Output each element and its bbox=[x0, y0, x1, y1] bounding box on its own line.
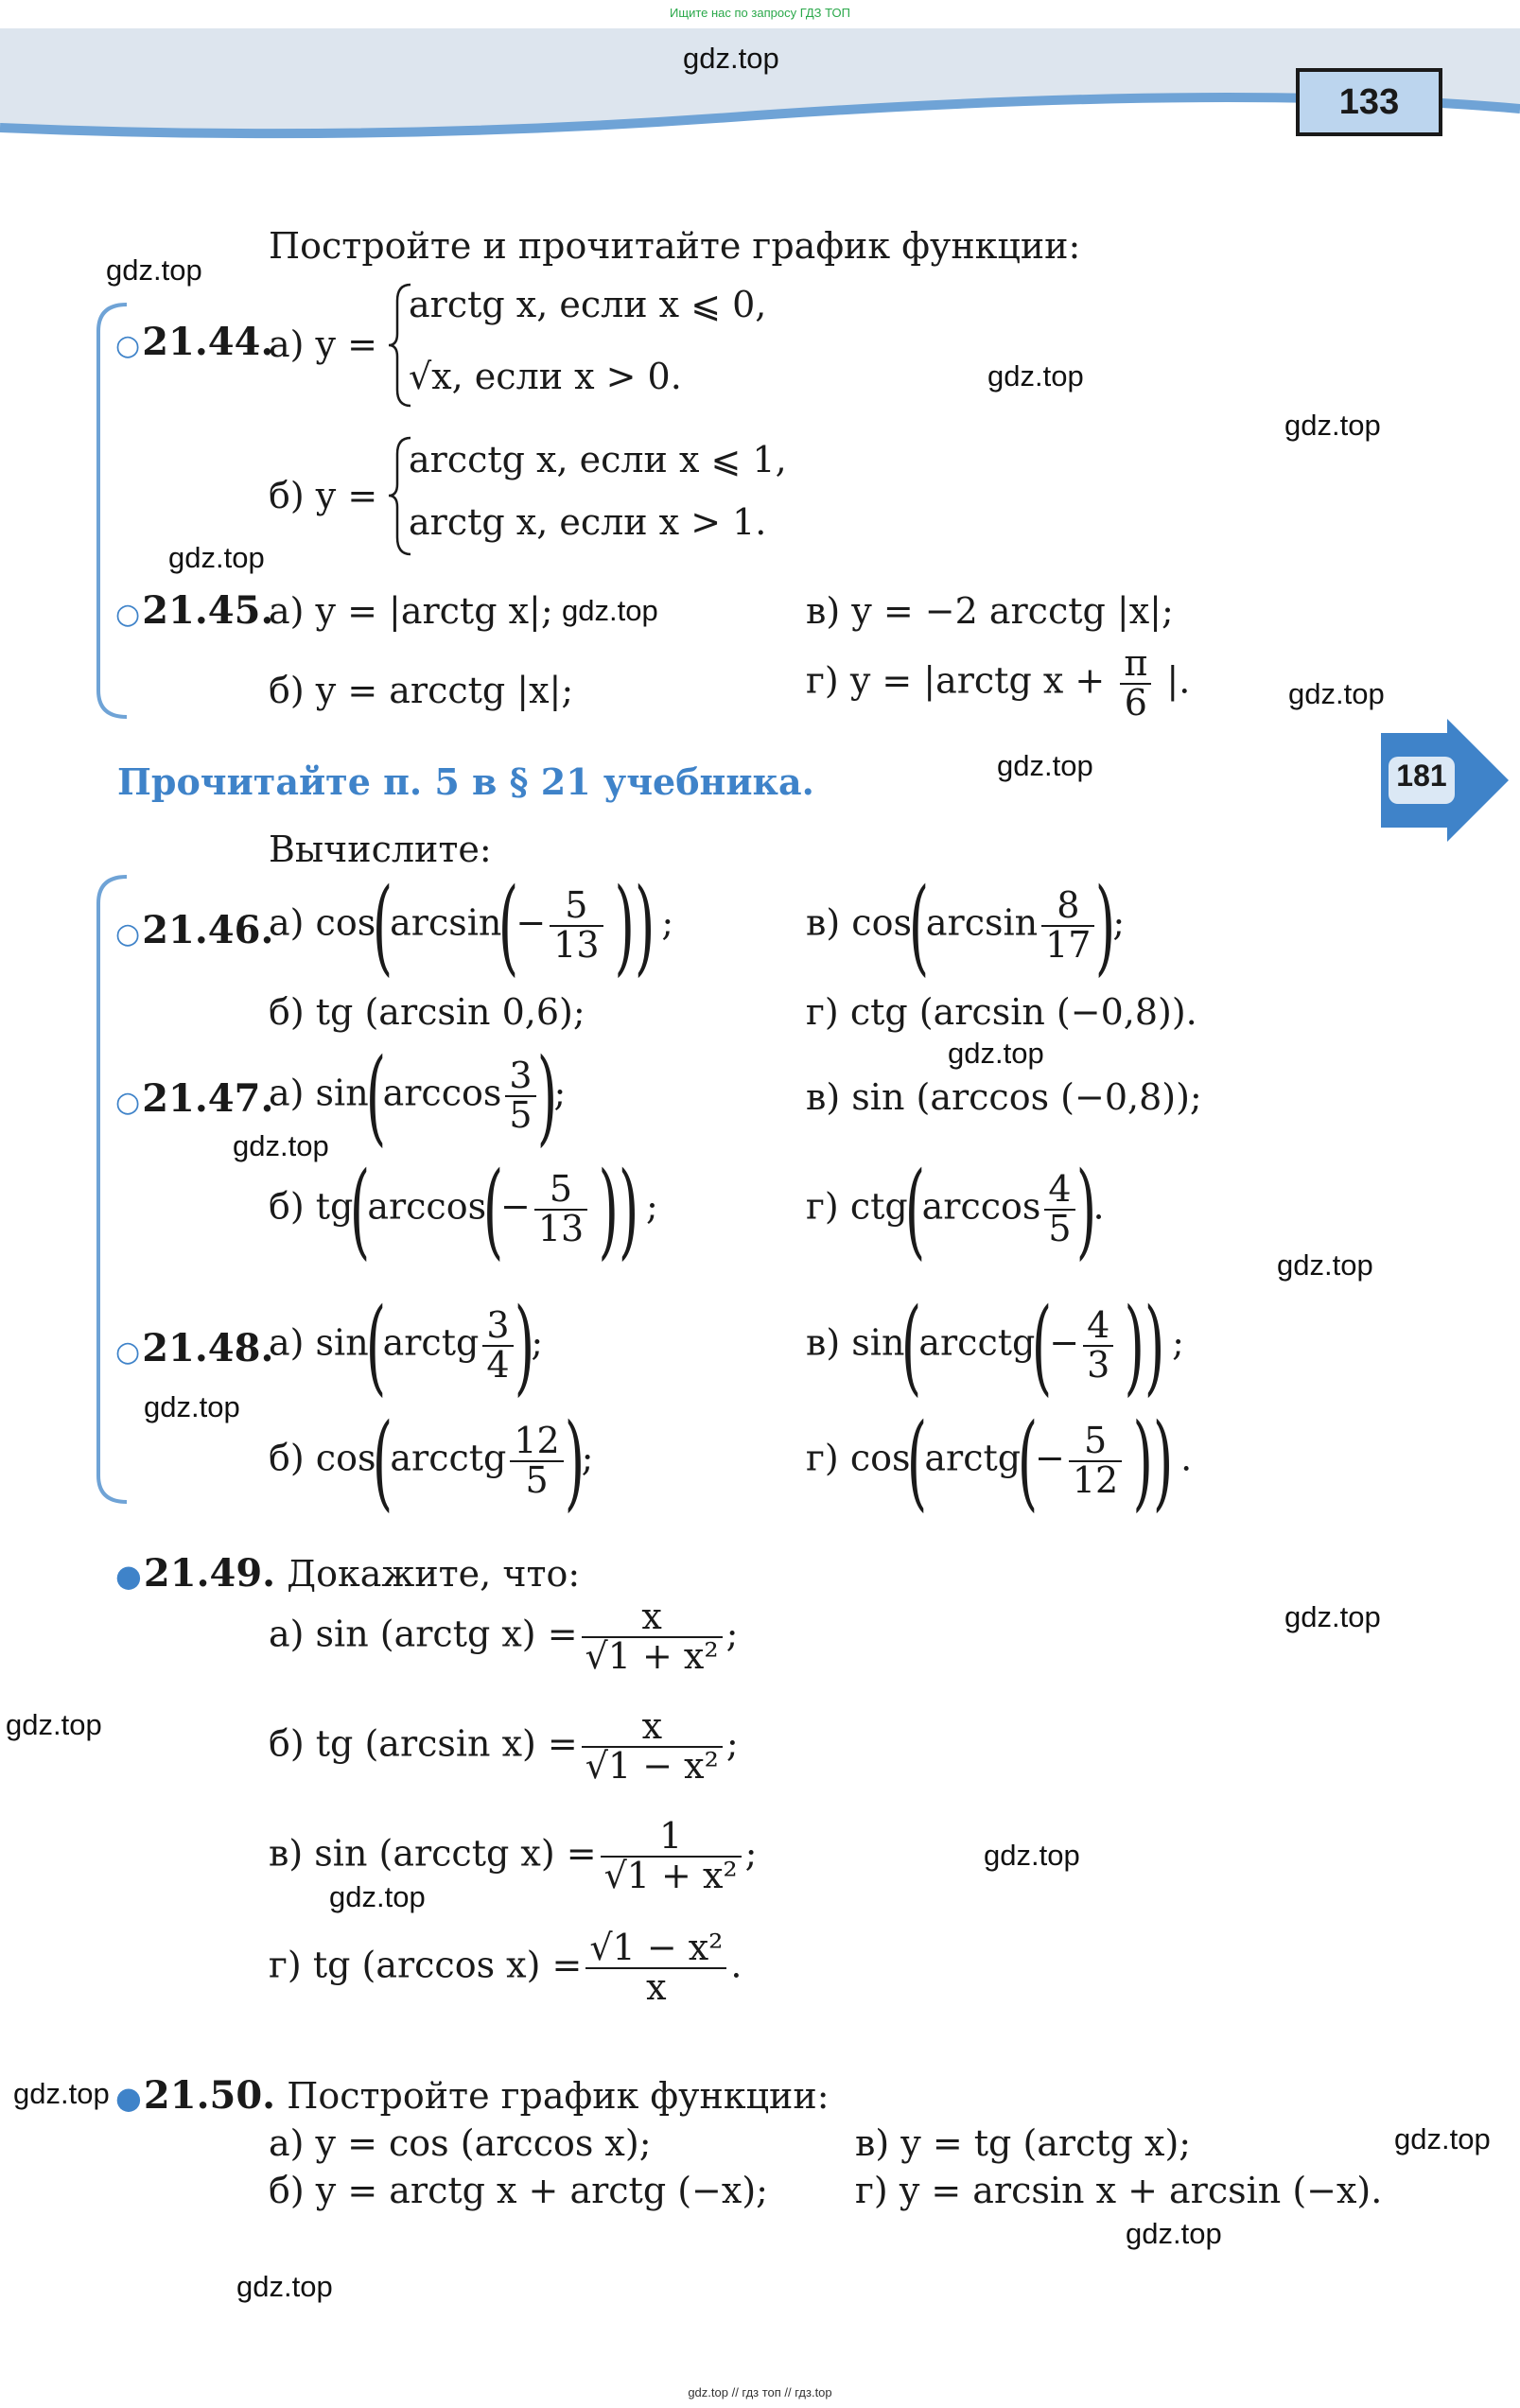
section-heading: Постройте и прочитайте график функции: bbox=[269, 225, 1081, 267]
expr-text: arctg bbox=[924, 1437, 1022, 1479]
denominator: 17 bbox=[1041, 925, 1094, 965]
fraction bbox=[1041, 884, 1094, 966]
denominator: 5 bbox=[1044, 1209, 1074, 1248]
denominator: 6 bbox=[1120, 683, 1151, 723]
expr-text: а) sin bbox=[269, 1072, 369, 1114]
group-bracket-1 bbox=[95, 303, 132, 719]
denominator: √1 + x² bbox=[582, 1636, 723, 1676]
numerator: 5 bbox=[1083, 1420, 1108, 1462]
watermark: gdz.top bbox=[233, 1129, 329, 1162]
ex-21-49-g bbox=[269, 1929, 743, 2007]
ex-21-48-g: г) cos(arctg(− $\frac{5}{12}$ )) . bbox=[806, 1401, 1193, 1522]
fraction bbox=[505, 1057, 535, 1135]
fraction bbox=[1120, 642, 1151, 724]
fraction bbox=[534, 1168, 587, 1249]
numerator: 8 bbox=[1057, 884, 1080, 927]
expr-text: б) tg (arcsin x) = bbox=[269, 1722, 578, 1765]
fraction bbox=[510, 1422, 563, 1500]
expr-text: ; bbox=[744, 1832, 758, 1875]
numerator: 3 bbox=[486, 1304, 510, 1347]
expr-text: г) ctg bbox=[806, 1185, 908, 1228]
exercise-21-50-number: ●21.50. Постройте график функции: bbox=[115, 2073, 830, 2118]
watermark: gdz.top bbox=[236, 2270, 333, 2303]
exercise-21-45-number: ○21.45. bbox=[115, 588, 274, 633]
ex-21-44-b-label: б) y = bbox=[269, 475, 378, 516]
expr-text: |. bbox=[1166, 659, 1191, 702]
expr-text: arccos bbox=[382, 1072, 502, 1114]
denominator: x bbox=[585, 1967, 726, 2007]
watermark: gdz.top bbox=[1288, 677, 1385, 710]
expr-text: ; bbox=[1172, 1321, 1184, 1364]
expr-text: ; bbox=[1112, 901, 1126, 944]
expr-text: . bbox=[1180, 1437, 1193, 1479]
expr-text: ; bbox=[553, 1072, 567, 1114]
denominator: 12 bbox=[1069, 1460, 1122, 1500]
fraction bbox=[482, 1304, 513, 1386]
exercise-number: 21.44. bbox=[142, 320, 274, 364]
compute-heading: Вычислите: bbox=[269, 829, 492, 870]
ex-21-50-g: г) y = arcsin x + arcsin (−x). bbox=[855, 2170, 1383, 2211]
exercise-number: 21.47. bbox=[142, 1076, 274, 1121]
watermark: gdz.top bbox=[984, 1839, 1080, 1872]
expr-text: г) cos bbox=[806, 1437, 911, 1479]
watermark: gdz.top bbox=[997, 749, 1093, 782]
ex-21-50-b: б) y = arctg x + arctg (−x); bbox=[269, 2170, 768, 2211]
watermark: gdz.top bbox=[1394, 2122, 1491, 2155]
expr-text: − bbox=[1049, 1321, 1080, 1364]
read-instruction: Прочитайте п. 5 в § 21 учебника. bbox=[117, 760, 814, 803]
ex-21-49-a bbox=[269, 1598, 738, 1676]
numerator: x bbox=[641, 1705, 663, 1747]
side-tab-number: 181 bbox=[1396, 759, 1447, 793]
exercise-number: 21.50. bbox=[143, 2073, 276, 2118]
denominator: 4 bbox=[482, 1345, 513, 1385]
watermark: gdz.top bbox=[144, 1390, 240, 1423]
expr-text: − bbox=[500, 1185, 531, 1228]
numerator: 12 bbox=[514, 1420, 560, 1462]
expr-text: в) sin (arcctg x) = bbox=[269, 1832, 597, 1875]
expr-text: arcctg bbox=[918, 1321, 1036, 1364]
expr-text: в) sin bbox=[806, 1321, 905, 1364]
expr-text: ; bbox=[531, 1321, 544, 1364]
denominator: √1 + x² bbox=[601, 1856, 742, 1895]
expr-text: а) cos bbox=[269, 901, 376, 944]
group-bracket-2 bbox=[95, 875, 132, 1504]
ex-21-50-a: а) y = cos (arccos x); bbox=[269, 2122, 652, 2164]
watermark: gdz.top bbox=[987, 359, 1084, 393]
ex-21-46-b: б) tg (arcsin 0,6); bbox=[269, 991, 585, 1033]
exercise-21-46-number: ○21.46. bbox=[115, 908, 274, 952]
expr-text: arcsin bbox=[925, 901, 1039, 944]
expr-text: г) tg (arccos x) = bbox=[269, 1944, 583, 1986]
fraction bbox=[1069, 1422, 1122, 1500]
ex-21-44-a-case1: arctg x, если x ⩽ 0, bbox=[409, 284, 767, 325]
fraction bbox=[1044, 1168, 1074, 1249]
numerator: 1 bbox=[659, 1815, 683, 1857]
exercise-heading: Докажите, что: bbox=[287, 1553, 581, 1595]
expr-text: в) cos bbox=[806, 901, 912, 944]
ex-21-45-b: б) y = arcctg |x|; bbox=[269, 670, 574, 711]
fraction bbox=[585, 1929, 726, 2007]
ex-21-44-b-case1: arcctg x, если x ⩽ 1, bbox=[409, 439, 787, 480]
expr-text: ; bbox=[646, 1185, 658, 1228]
watermark: gdz.top bbox=[6, 1708, 102, 1741]
watermark: gdz.top bbox=[13, 2077, 110, 2110]
exercise-heading: Постройте график функции: bbox=[287, 2075, 830, 2117]
expr-text: arccos bbox=[367, 1185, 487, 1228]
expr-text: arcsin bbox=[390, 901, 502, 944]
expr-text: arccos bbox=[921, 1185, 1041, 1228]
denominator: 13 bbox=[550, 925, 603, 965]
fraction bbox=[1083, 1304, 1113, 1386]
ex-21-46-v: в) cos(arcsin $\frac{8}{17}$ ); bbox=[806, 865, 1126, 986]
ex-21-47-v: в) sin (arccos (−0,8)); bbox=[806, 1076, 1202, 1118]
denominator: 5 bbox=[505, 1095, 535, 1135]
denominator: 3 bbox=[1083, 1345, 1113, 1385]
exercise-number: 21.48. bbox=[142, 1326, 274, 1370]
expr-text: ; bbox=[725, 1722, 739, 1765]
numerator: x bbox=[641, 1596, 662, 1637]
expr-text: ; bbox=[725, 1613, 739, 1655]
expr-text: ; bbox=[661, 901, 674, 944]
watermark: gdz.top bbox=[562, 594, 658, 627]
fraction bbox=[601, 1815, 742, 1896]
exercise-21-48-number: ○21.48. bbox=[115, 1326, 274, 1370]
watermark: gdz.top bbox=[1284, 1600, 1381, 1633]
fraction bbox=[582, 1598, 723, 1676]
ex-21-48-v: в) sin(arcctg(− $\frac{4}{3}$ )) ; bbox=[806, 1285, 1184, 1406]
fraction bbox=[582, 1705, 723, 1787]
watermark: gdz.top bbox=[106, 253, 202, 287]
watermark: gdz.top bbox=[683, 42, 779, 75]
watermark: gdz.top bbox=[948, 1037, 1044, 1070]
ex-21-45-a: а) y = |arctg x|; bbox=[269, 590, 553, 632]
ex-21-45-g bbox=[806, 642, 1191, 724]
ex-21-46-g: г) ctg (arcsin (−0,8)). bbox=[806, 991, 1197, 1033]
numerator: π bbox=[1124, 642, 1148, 684]
expr-text: arctg bbox=[382, 1321, 480, 1364]
watermark: gdz.top bbox=[1126, 2217, 1222, 2250]
page-number: 133 bbox=[1338, 82, 1400, 122]
watermark: gdz.top bbox=[329, 1880, 426, 1913]
watermark: gdz.top bbox=[1284, 409, 1381, 442]
watermark: gdz.top bbox=[168, 541, 265, 574]
expr-text: б) cos bbox=[269, 1437, 376, 1479]
expr-text: б) tg bbox=[269, 1185, 354, 1228]
numerator: 4 bbox=[1087, 1304, 1110, 1347]
denominator: √1 − x² bbox=[582, 1746, 723, 1786]
page-number-box bbox=[1296, 68, 1442, 136]
expr-text: г) y = |arctg x + bbox=[806, 659, 1106, 702]
expr-text: arcctg bbox=[390, 1437, 507, 1479]
exercise-number: 21.45. bbox=[142, 588, 274, 633]
fraction bbox=[550, 884, 603, 966]
ex-21-50-v: в) y = tg (arctg x); bbox=[855, 2122, 1192, 2164]
watermark: gdz.top bbox=[1277, 1248, 1373, 1282]
exercise-21-44-number: ○21.44. bbox=[115, 320, 274, 364]
denominator: 13 bbox=[534, 1209, 587, 1248]
top-banner: Ищите нас по запросу ГДЗ ТОП bbox=[670, 6, 850, 20]
ex-21-45-v: в) y = −2 arcctg |x|; bbox=[806, 590, 1174, 632]
expr-text: . bbox=[730, 1944, 743, 1986]
expr-text: − bbox=[1035, 1437, 1065, 1479]
bottom-banner: gdz.top // гдз топ // гдз.top bbox=[688, 2385, 832, 2399]
exercise-21-49-number: ●21.49. Докажите, что: bbox=[115, 1551, 581, 1596]
exercise-number: 21.46. bbox=[142, 908, 274, 952]
ex-21-49-b bbox=[269, 1705, 739, 1787]
expr-text: ; bbox=[581, 1437, 594, 1479]
numerator: 5 bbox=[549, 1168, 573, 1211]
expr-text: . bbox=[1092, 1185, 1105, 1228]
expr-text: а) sin bbox=[269, 1321, 369, 1364]
ex-21-48-b: б) cos(arcctg $\frac{12}{5}$ ); bbox=[269, 1401, 594, 1522]
numerator: 4 bbox=[1048, 1168, 1072, 1211]
ex-21-44-b-case2: arctg x, если x > 1. bbox=[409, 501, 767, 543]
ex-21-44-a-case2: √x, если x > 0. bbox=[409, 356, 682, 397]
ex-21-47-b: б) tg(arccos(− $\frac{5}{13}$ )) ; bbox=[269, 1149, 658, 1270]
numerator: √1 − x² bbox=[589, 1927, 724, 1968]
ex-21-47-a: а) sin(arccos $\frac{3}{5}$ ); bbox=[269, 1036, 567, 1157]
expr-text: − bbox=[515, 901, 547, 944]
exercise-21-47-number: ○21.47. bbox=[115, 1076, 274, 1121]
numerator: 5 bbox=[565, 884, 588, 927]
numerator: 3 bbox=[509, 1055, 533, 1097]
ex-21-46-a: а) cos(arcsin(− $\frac{5}{13}$ )) ; bbox=[269, 865, 674, 986]
ex-21-44-a-label: а) y = bbox=[269, 323, 377, 365]
ex-21-47-g: г) ctg(arccos $\frac{4}{5}$ ). bbox=[806, 1149, 1105, 1270]
ex-21-48-a: а) sin(arctg $\frac{3}{4}$ ); bbox=[269, 1285, 544, 1406]
expr-text: а) sin (arctg x) = bbox=[269, 1613, 578, 1655]
exercise-number: 21.49. bbox=[143, 1551, 276, 1596]
denominator: 5 bbox=[510, 1460, 563, 1500]
